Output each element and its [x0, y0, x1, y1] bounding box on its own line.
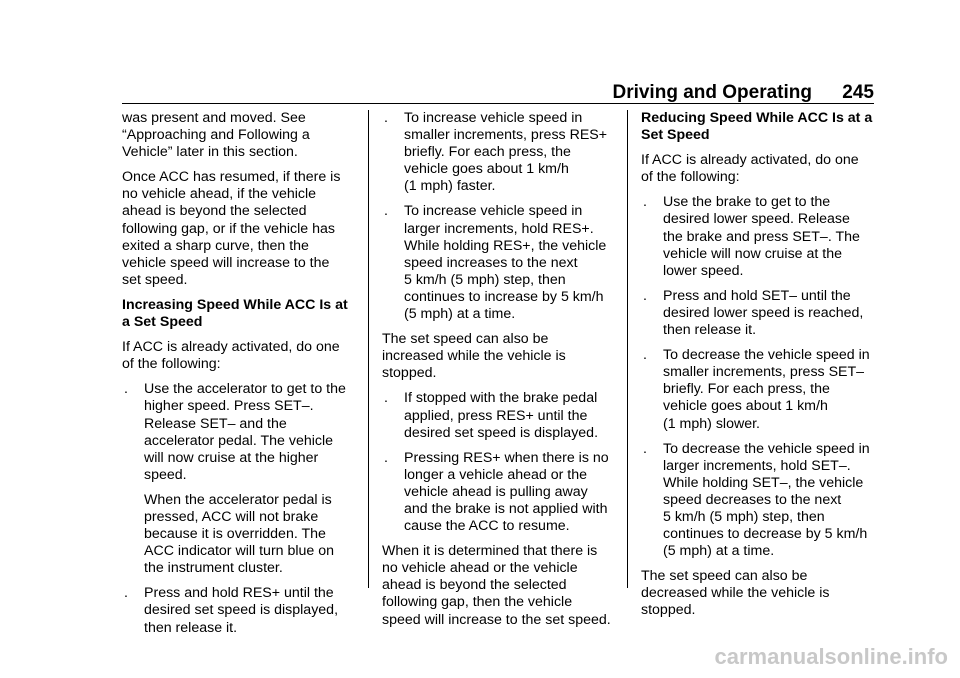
text-line: vehicle speed will increase to the	[122, 254, 330, 271]
text-line: (1 mph) faster.	[404, 178, 496, 195]
text-line: continues to decrease by 5 km/h	[663, 526, 868, 543]
text-line: While holding RES+, the vehicle	[404, 237, 607, 254]
text-line: was present and moved. See	[122, 110, 306, 126]
bullet-dot: .	[643, 194, 647, 211]
bullet-dot: .	[643, 347, 647, 364]
bullet-dot: .	[384, 390, 388, 407]
text-line: lower speed.	[663, 262, 744, 279]
text-line: (1 mph) slower.	[663, 415, 760, 432]
text-line: ahead is beyond the selected	[122, 203, 307, 220]
text-line: Set Speed	[641, 127, 710, 144]
text-line: Pressing RES+ when there is no	[404, 449, 609, 466]
text-line: stopped.	[641, 602, 696, 619]
text-line: ACC indicator will turn blue on	[144, 543, 335, 560]
text-line: vehicle ahead is pulling away	[404, 483, 588, 500]
paragraph	[122, 110, 354, 161]
text-line: To decrease the vehicle speed in	[663, 440, 870, 457]
text-line: Press and hold SET– until the	[663, 287, 851, 304]
text-line: speed will increase to the set speed.	[382, 611, 611, 628]
text-line: will now cruise at the higher	[144, 449, 319, 466]
text-line: applied, press RES+ until the	[404, 407, 588, 424]
bullet-subparagraph	[122, 492, 354, 577]
text-line: The set speed can also be	[382, 331, 549, 348]
paragraph	[641, 568, 877, 619]
text-line: then release it.	[663, 322, 757, 339]
bullet-dot: .	[124, 585, 128, 602]
text-line: increased while the vehicle is	[382, 348, 566, 365]
bullet-item	[382, 450, 616, 535]
watermark[interactable]: carmanualsonline.info	[714, 644, 948, 669]
bullet-item	[382, 110, 616, 195]
text-line: Reducing Speed While ACC Is at a	[641, 110, 873, 126]
subheading	[122, 297, 354, 331]
text-line: longer a vehicle ahead or the	[404, 466, 587, 483]
text-line: of the following:	[641, 169, 740, 186]
text-line: vehicle will now cruise at the	[663, 245, 842, 262]
bullet-dot: .	[124, 381, 128, 398]
text-line: To increase vehicle speed in	[404, 110, 583, 126]
paragraph	[641, 152, 877, 186]
column-divider	[627, 110, 628, 588]
text-line: no vehicle ahead, if the vehicle	[122, 186, 317, 203]
bullet-dot: .	[384, 449, 388, 466]
text-line: (5 mph) at a time.	[663, 543, 775, 560]
text-line: no vehicle ahead or the vehicle	[382, 560, 578, 577]
column-3	[641, 110, 877, 628]
bullet-dot: .	[384, 110, 388, 126]
bullet-dot: .	[384, 203, 388, 220]
column-1	[122, 110, 354, 645]
text-line: larger increments, hold RES+.	[404, 220, 594, 237]
text-line: If ACC is already activated, do one	[641, 152, 859, 169]
bullet-item	[641, 347, 877, 432]
subheading	[641, 110, 877, 144]
bullet-item	[641, 288, 877, 339]
text-line: desired lower speed. Release	[663, 211, 850, 228]
text-line: To increase vehicle speed in	[404, 203, 583, 220]
text-line: Increasing Speed While ACC Is at	[122, 296, 348, 313]
text-line: Use the accelerator to get to the	[144, 381, 346, 398]
text-line: Use the brake to get to the	[663, 194, 831, 211]
text-line: the instrument cluster.	[144, 560, 283, 577]
paragraph	[122, 169, 354, 289]
text-line: 5 km/h (5 mph) step, then	[404, 271, 566, 288]
paragraph	[122, 339, 354, 373]
bullet-item	[382, 203, 616, 323]
bullet-item	[382, 390, 616, 441]
bullet-item	[122, 585, 354, 636]
text-line: (5 mph) at a time.	[404, 306, 516, 323]
text-line: speed.	[144, 466, 187, 483]
text-line: decreased while the vehicle is	[641, 585, 830, 602]
text-line: pressed, ACC will not brake	[144, 508, 319, 525]
text-line: speed increases to the next	[404, 254, 578, 271]
page-number: 245	[842, 82, 874, 103]
text-line: When it is determined that there is	[382, 543, 598, 560]
text-line: To decrease the vehicle speed in	[663, 347, 870, 364]
text-line: higher speed. Press SET–.	[144, 398, 314, 415]
text-line: because it is overridden. The	[144, 526, 326, 543]
text-line: speed decreases to the next	[663, 491, 842, 508]
text-line: desired set speed is displayed,	[144, 602, 339, 619]
text-line: 5 km/h (5 mph) step, then	[663, 508, 825, 525]
text-line: ahead is beyond the selected	[382, 577, 567, 594]
text-line: Vehicle” later in this section.	[122, 144, 298, 161]
text-line: briefly. For each press, the	[404, 144, 571, 161]
bullet-dot: .	[643, 287, 647, 304]
text-line: accelerator pedal. The vehicle	[144, 432, 334, 449]
text-line: cause the ACC to resume.	[404, 518, 570, 535]
text-line: following gap, then the vehicle	[382, 594, 573, 611]
text-line: desired lower speed is reached,	[663, 304, 864, 321]
paragraph	[382, 331, 616, 382]
text-line: vehicle goes about 1 km/h	[404, 161, 569, 178]
text-line: exited a sharp curve, then the	[122, 237, 309, 254]
text-line: and the brake is not applied with	[404, 500, 608, 517]
text-line: briefly. For each press, the	[663, 381, 830, 398]
text-line: continues to increase by 5 km/h	[404, 288, 604, 305]
paragraph	[382, 543, 616, 628]
section-title: Driving and Operating	[612, 82, 812, 103]
column-2	[382, 110, 616, 637]
text-line: Release SET– and the	[144, 415, 287, 432]
text-line: The set speed can also be	[641, 568, 808, 585]
text-line: While holding SET–, the vehicle	[663, 474, 864, 491]
text-line: Once ACC has resumed, if there is	[122, 169, 341, 186]
text-line: set speed.	[122, 271, 188, 288]
text-line: desired set speed is displayed.	[404, 424, 599, 441]
bullet-item	[641, 194, 877, 279]
text-line: When the accelerator pedal is	[144, 491, 332, 508]
text-line: stopped.	[382, 365, 437, 382]
text-line: then release it.	[144, 619, 238, 636]
page-header	[0, 80, 874, 110]
bullet-item	[641, 441, 877, 561]
text-line: vehicle goes about 1 km/h	[663, 398, 828, 415]
text-line: a Set Speed	[122, 314, 203, 331]
text-line: following gap, or if the vehicle has	[122, 220, 335, 237]
text-line: smaller increments, press RES+	[404, 127, 608, 144]
text-line: “Approaching and Following a	[122, 127, 310, 144]
text-line: larger increments, hold SET–.	[663, 457, 851, 474]
text-line: of the following:	[122, 356, 221, 373]
text-line: If ACC is already activated, do one	[122, 339, 340, 356]
bullet-dot: .	[643, 440, 647, 457]
header-rule	[122, 103, 874, 104]
text-line: the brake and press SET–. The	[663, 228, 860, 245]
text-line: smaller increments, press SET–	[663, 364, 865, 381]
column-divider	[368, 110, 369, 588]
bullet-item	[122, 381, 354, 484]
text-line: If stopped with the brake pedal	[404, 390, 598, 407]
text-line: Press and hold RES+ until the	[144, 585, 334, 602]
